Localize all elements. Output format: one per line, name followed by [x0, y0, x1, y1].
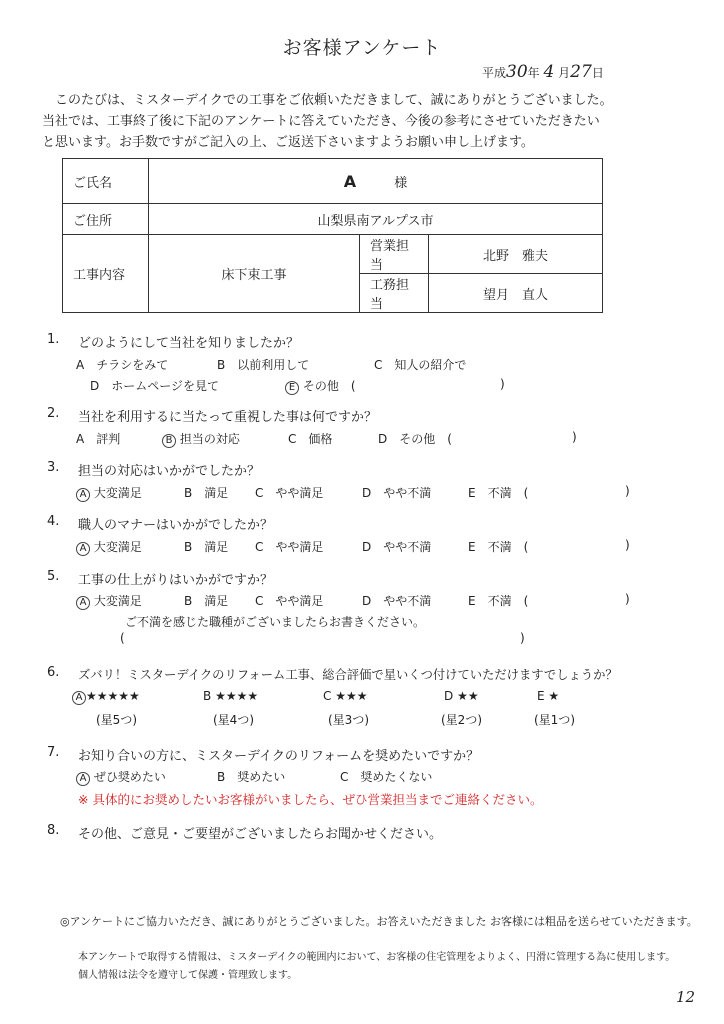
date-month: 4: [543, 62, 555, 82]
q6-option-a[interactable]: [72, 689, 140, 705]
q7-option-a-label: ぜひ奨めたい: [93, 770, 166, 784]
q3-option-a[interactable]: [76, 484, 142, 502]
q1-text: どのようにして当社を知りましたか？: [78, 336, 300, 351]
q4-option-a[interactable]: [76, 538, 142, 556]
q2-option-c[interactable]: C 価格: [288, 432, 333, 446]
q8-text: その他、ご意見・ご要望がございましたらお聞かせください。: [78, 827, 443, 842]
star-rating-icon: ★★★: [335, 689, 368, 703]
q6-option-c-label: (星3つ): [328, 713, 369, 727]
paren-close: ): [625, 538, 630, 552]
name-label: ご氏名: [63, 159, 149, 204]
q5-option-c[interactable]: C やや満足: [255, 594, 324, 608]
q5-number: 5.: [47, 569, 60, 584]
customer-info-table: [62, 158, 603, 313]
intro-text: [42, 90, 613, 153]
selected-mark-circle: A: [72, 691, 86, 705]
q3-option-b[interactable]: B 満足: [184, 486, 229, 500]
customer-name: A: [343, 171, 357, 191]
q5-option-a[interactable]: [76, 592, 142, 610]
q5-option-e[interactable]: E 不満 (: [468, 594, 529, 608]
q4-number: 4.: [47, 514, 60, 529]
q1-option-e-label: その他 (: [302, 379, 356, 393]
q2-number: 2.: [47, 406, 60, 421]
q1-option-c[interactable]: C 知人の紹介で: [374, 358, 467, 372]
q1-option-e[interactable]: [285, 377, 356, 395]
selected-mark-circle: A: [76, 488, 90, 502]
option-letter: E: [537, 689, 545, 703]
option-letter: C: [323, 689, 332, 703]
intro-line: と思います。お手数ですがご記入の上、ご返送下さいますようお願い申し上げます。: [42, 135, 534, 150]
paren-close: ): [520, 631, 525, 645]
q6-text: ズバリ！ミスターデイクのリフォーム工事、総合評価で星いくつ付けていただけますでしょうか？: [78, 668, 618, 682]
selected-mark-circle: A: [76, 542, 90, 556]
q4-option-d[interactable]: D やや不満: [362, 540, 432, 554]
q6-option-b-label: (星4つ): [213, 713, 254, 727]
q2-option-b[interactable]: [162, 430, 240, 448]
q5-subquestion: ご不満を感じた職種がございましたらお書きください。: [125, 615, 426, 629]
q2-option-b-label: 担当の対応: [179, 432, 240, 446]
paren-close: ): [500, 377, 505, 391]
q6-option-b[interactable]: [203, 689, 258, 703]
star-rating-icon: ★★★★★: [86, 689, 140, 703]
engineer-label: 工務担当: [360, 274, 429, 313]
q7-note: ※ 具体的にお奨めしたいお客様がいましたら、ぜひ営業担当までご連絡ください。: [78, 792, 543, 807]
name-cell: [149, 159, 603, 204]
intro-line: このたびは、ミスターデイクでの工事をご依頼いただきまして、誠にありがとうございました。: [55, 93, 613, 108]
intro-line: 当社では、工事終了後に下記のアンケートに答えていただき、今後の参考にさせていただきたい: [42, 114, 600, 129]
survey-date: [482, 62, 604, 82]
q1-option-a[interactable]: A チラシをみて: [76, 358, 169, 372]
q1-option-d[interactable]: D ホームページを見て: [90, 379, 220, 393]
q5-option-b[interactable]: B 満足: [184, 594, 229, 608]
q3-option-c[interactable]: C やや満足: [255, 486, 324, 500]
customer-address: 山梨県南アルプス市: [149, 204, 603, 235]
q4-option-e[interactable]: E 不満 (: [468, 540, 529, 554]
paren-close: ): [625, 484, 630, 498]
star-rating-icon: ★★★★: [215, 689, 259, 703]
q6-option-e-label: (星1つ): [534, 713, 575, 727]
date-day-label: 日: [591, 66, 604, 80]
work-content: 床下束工事: [149, 235, 360, 313]
selected-mark-circle: A: [76, 596, 90, 610]
q1-option-b[interactable]: B 以前利用して: [217, 358, 310, 372]
q3-option-d[interactable]: D やや不満: [362, 486, 432, 500]
q4-option-b[interactable]: B 満足: [184, 540, 229, 554]
date-month-label: 月: [558, 66, 571, 80]
q3-text: 担当の対応はいかがでしたか？: [78, 464, 261, 479]
date-era: 平成: [482, 66, 507, 80]
q6-option-e[interactable]: [537, 689, 559, 703]
sales-rep: 北野 雅夫: [429, 235, 603, 274]
date-year-label: 年: [527, 66, 540, 80]
q6-option-d[interactable]: [444, 689, 479, 703]
q4-text: 職人のマナーはいかがでしたか？: [78, 518, 274, 533]
privacy-note: [78, 949, 675, 985]
sales-label: 営業担当: [360, 235, 429, 274]
q5-text: 工事の仕上がりはいかがですか？: [78, 573, 274, 588]
star-rating-icon: ★: [548, 689, 560, 703]
q8-number: 8.: [47, 823, 60, 838]
q7-text: お知り合いの方に、ミスターデイクのリフォームを奨めたいですか？: [78, 749, 480, 764]
q4-option-a-label: 大変満足: [93, 540, 142, 554]
q6-option-a-label: (星5つ): [96, 713, 137, 727]
selected-mark-circle: E: [285, 381, 299, 395]
q1-number: 1.: [47, 332, 60, 347]
date-year: 30: [506, 62, 528, 82]
q6-option-d-label: (星2つ): [441, 713, 482, 727]
q5-option-a-label: 大変満足: [93, 594, 142, 608]
page-number: 12: [676, 988, 696, 1006]
q2-text: 当社を利用するに当たって重視した事は何ですか？: [78, 410, 378, 425]
q7-option-b[interactable]: B 奨めたい: [217, 770, 286, 784]
engineer-rep: 望月 直人: [429, 274, 603, 313]
q2-option-d[interactable]: D その他 (: [378, 432, 452, 446]
q6-number: 6.: [47, 665, 60, 680]
paren-open: (: [120, 631, 125, 645]
privacy-line: 本アンケートで取得する情報は、ミスターデイクの範囲内において、お客様の住宅管理をよりよく、円滑に管理する為に使用します。: [78, 952, 676, 963]
thanks-note: ◎アンケートにご協力いただき、誠にありがとうございました。お答えいただきました お客様には粗品を送らせていただきます。: [60, 915, 698, 928]
q4-option-c[interactable]: C やや満足: [255, 540, 324, 554]
q7-option-a[interactable]: [76, 768, 166, 786]
q7-number: 7.: [47, 745, 60, 760]
work-label: 工事内容: [63, 235, 149, 313]
address-label: ご住所: [63, 204, 149, 235]
q6-option-c[interactable]: [323, 689, 368, 703]
privacy-line: 個人情報は法令を遵守して保護・管理致します。: [78, 970, 298, 981]
option-letter: D: [444, 689, 454, 703]
q2-option-a[interactable]: A 評判: [76, 432, 121, 446]
q3-number: 3.: [47, 460, 60, 475]
star-rating-icon: ★★: [457, 689, 479, 703]
paren-close: ): [625, 592, 630, 606]
q3-option-a-label: 大変満足: [93, 486, 142, 500]
selected-mark-circle: B: [162, 434, 176, 448]
q3-option-e[interactable]: E 不満 (: [468, 486, 529, 500]
name-suffix: 様: [394, 175, 408, 191]
paren-close: ): [572, 430, 577, 444]
q7-option-c[interactable]: C 奨めたくない: [340, 770, 433, 784]
q5-option-d[interactable]: D やや不満: [362, 594, 432, 608]
page-title: お客様アンケート: [282, 37, 442, 59]
option-letter: B: [203, 689, 212, 703]
date-day: 27: [570, 62, 592, 82]
selected-mark-circle: A: [76, 772, 90, 786]
